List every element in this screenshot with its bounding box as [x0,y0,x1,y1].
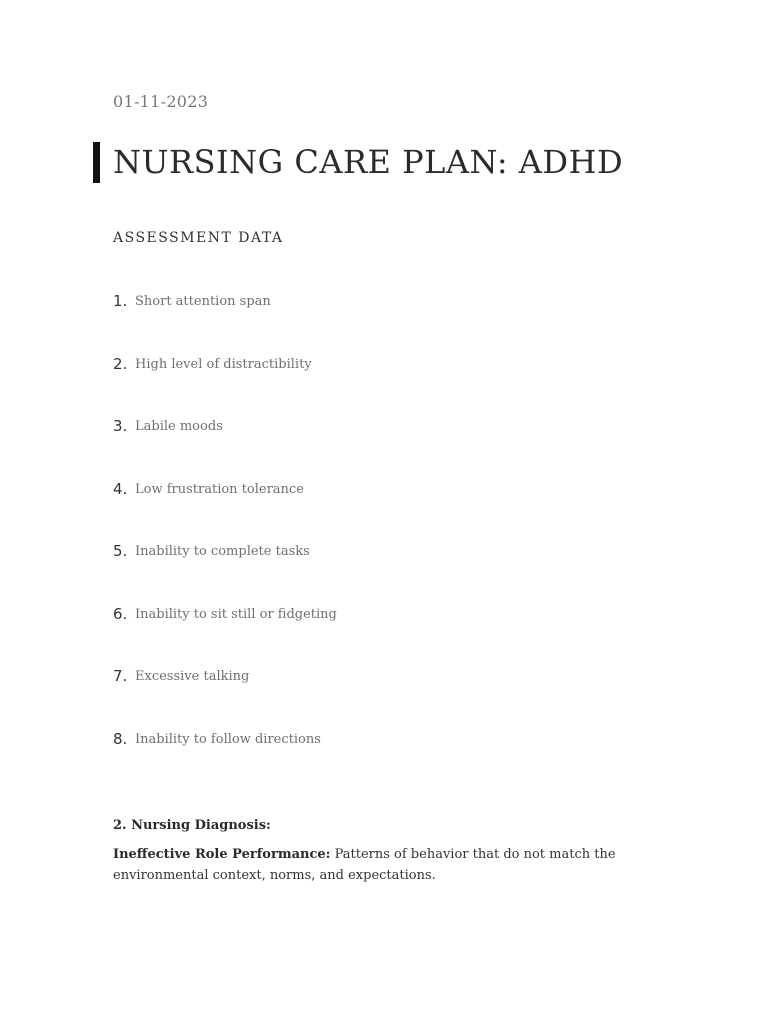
list-item [113,414,337,477]
diagnosis-heading: 2. Nursing Diagnosis: [113,818,271,833]
title-accent-bar [93,142,100,183]
list-item-number: 8. [113,729,128,748]
diagnosis-definition: Patterns of behavior that do not match the environmental context, norms, and expectations. [113,847,616,883]
list-item-text: Excessive talking [135,669,250,684]
list-item [113,477,337,540]
list-item-text: Short attention span [135,294,271,309]
list-item [113,352,337,415]
list-item-text: High level of distractibility [135,356,312,372]
assessment-list [113,289,337,789]
list-item-number: 4. [113,479,128,498]
list-item-number: 5. [113,542,128,560]
document-date: 01-11-2023 [113,92,209,111]
list-item-number: 1. [113,292,128,310]
list-item-text: Inability to sit still or fidgeting [135,606,337,622]
page-title: NURSING CARE PLAN: ADHD [113,143,624,181]
list-item [113,664,337,727]
diagnosis-term: Ineffective Role Performance: [113,847,331,862]
list-item-text: Inability to complete tasks [135,544,310,559]
list-item-number: 3. [113,417,128,435]
assessment-heading: ASSESSMENT DATA [113,230,284,246]
list-item [113,727,337,790]
list-item-number: 7. [113,667,128,685]
list-item-text: Low frustration tolerance [135,481,304,497]
list-item-text: Labile moods [135,419,223,434]
list-item-number: 2. [113,354,128,373]
list-item [113,539,337,602]
diagnosis-paragraph [113,845,673,886]
list-item-text: Inability to follow directions [135,731,321,747]
list-item [113,602,337,665]
list-item-number: 6. [113,604,128,623]
list-item [113,289,337,352]
